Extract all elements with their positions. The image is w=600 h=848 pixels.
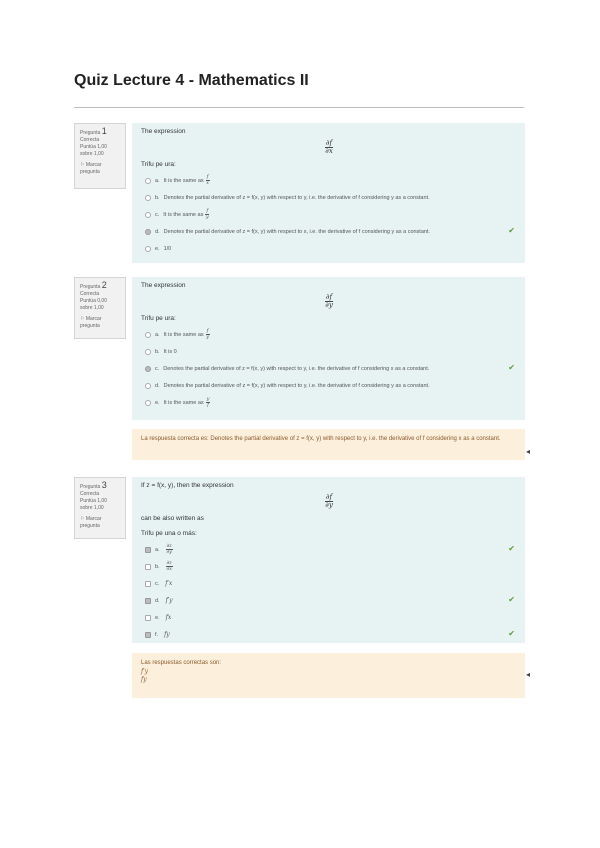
radio-button[interactable] (145, 349, 151, 355)
answer-option-e[interactable]: e. It is the same as $\frac{y}{f}$ (141, 394, 517, 411)
radio-button[interactable] (145, 400, 151, 406)
question-formula: $\frac{\partial f}{\partial y}$ (325, 493, 333, 509)
answer-option-a[interactable]: a. It is the same as $\frac{f}{y}$ (141, 326, 517, 343)
feedback-answer-list (141, 668, 517, 684)
correct-check-icon: ✔ (508, 363, 515, 372)
question-state: Correcta (80, 137, 100, 143)
question-formula: $\frac{\partial f}{\partial y}$ (325, 293, 333, 309)
answer-option-d[interactable]: d. f′y ✔ (141, 592, 517, 609)
question-state: Correcta (80, 291, 100, 297)
flag-question-link[interactable]: ⚐ Marcar pregunta (80, 162, 102, 175)
checkbox[interactable] (145, 615, 151, 621)
flag-icon: ⚐ (80, 162, 85, 168)
flag-question-link[interactable]: ⚐ Marcar pregunta (80, 516, 102, 529)
radio-button[interactable] (145, 195, 151, 201)
flag-icon: ⚐ (80, 516, 85, 522)
radio-button[interactable] (145, 178, 151, 184)
question-subtext: can be also written as (141, 515, 204, 522)
question-content-2 (132, 277, 525, 420)
question-info-1 (74, 123, 126, 189)
feedback-text: Las respuestas correctas son: (141, 660, 222, 666)
question-info-3 (74, 477, 126, 539)
answer-option-b[interactable]: b. It is 0 (141, 343, 517, 360)
radio-button[interactable] (145, 246, 151, 252)
question-formula: $\frac{\partial f}{\partial x}$ (325, 139, 333, 155)
answer-prompt: Trifu pe ura: (141, 161, 176, 168)
radio-button-selected[interactable] (145, 229, 151, 235)
question-mark: Puntúa 1,00 sobre 1,00 (80, 498, 107, 511)
feedback-box-3 (132, 653, 525, 698)
answer-option-d[interactable]: d. Denotes the partial derivative of z = f(x, y) with respect to y, i.e. the derivative of f considering y as a constant. (141, 377, 517, 394)
correct-check-icon: ✔ (508, 226, 515, 235)
correct-check-icon: ✔ (508, 629, 515, 638)
answer-option-e[interactable]: e. fx (141, 609, 517, 626)
answer-option-f[interactable]: f. fy ✔ (141, 626, 517, 643)
answer-option-c[interactable]: c. It is the same as $\frac{f}{y}$ (141, 206, 517, 223)
answer-prompt: Trifu pe una o más: (141, 530, 197, 537)
question-number: Pregunta 2 (80, 280, 107, 290)
checkbox-checked[interactable] (145, 547, 151, 553)
side-arrow-icon[interactable]: ◂ (526, 447, 531, 456)
question-content-3 (132, 477, 525, 643)
radio-button[interactable] (145, 383, 151, 389)
answer-prompt: Trifu pe ura: (141, 315, 176, 322)
question-text: The expression (141, 282, 186, 289)
answer-option-b[interactable]: b. $\frac{\partial z}{\partial x}$ (141, 558, 517, 575)
answer-option-c[interactable]: c. f′x (141, 575, 517, 592)
feedback-answer: fy (141, 676, 147, 683)
page-title: Quiz Lecture 4 - Mathematics II (74, 72, 309, 89)
question-number: Pregunta 3 (80, 480, 107, 490)
question-text: If z = f(x, y), then the expression (141, 482, 234, 489)
flag-question-link[interactable]: ⚐ Marcar pregunta (80, 316, 102, 329)
answer-option-a[interactable]: a. It is the same as $\frac{f}{x}$ (141, 172, 517, 189)
side-arrow-icon[interactable]: ◂ (526, 670, 531, 679)
answer-option-a[interactable]: a. $\frac{\partial z}{\partial y}$ ✔ (141, 541, 517, 558)
checkbox-checked[interactable] (145, 632, 151, 638)
checkbox[interactable] (145, 581, 151, 587)
checkbox[interactable] (145, 564, 151, 570)
question-state: Correcta (80, 491, 100, 497)
question-text: The expression (141, 128, 186, 135)
question-info-2 (74, 277, 126, 339)
checkbox-checked[interactable] (145, 598, 151, 604)
radio-button[interactable] (145, 332, 151, 338)
radio-button[interactable] (145, 212, 151, 218)
title-divider (74, 107, 524, 108)
correct-check-icon: ✔ (508, 544, 515, 553)
feedback-box-2 (132, 429, 525, 460)
radio-button-selected[interactable] (145, 366, 151, 372)
question-mark: Puntúa 1,00 sobre 1,00 (80, 144, 107, 157)
question-content-1 (132, 123, 525, 263)
question-number: Pregunta 1 (80, 126, 107, 136)
feedback-text: La respuesta correcta es: Denotes the partial derivative of z = f(x, y) with respect to y, i.e. the derivative of f considering x as a constant. (141, 436, 501, 442)
flag-icon: ⚐ (80, 316, 85, 322)
answer-option-b[interactable]: b. Denotes the partial derivative of z = f(x, y) with respect to y, i.e. the derivative of f considering y as a constant. (141, 189, 517, 206)
answer-option-d[interactable]: d. Denotes the partial derivative of z = f(x, y) with respect to x, i.e. the derivative of f considering y as a constant. ✔ (141, 223, 517, 240)
feedback-answer: f′y (141, 668, 148, 675)
question-mark: Puntúa 0,00 sobre 1,00 (80, 298, 107, 311)
answer-option-e[interactable]: e. 1/0 (141, 240, 517, 257)
answer-option-c[interactable]: c. Denotes the partial derivative of z = f(x, y) with respect to y, i.e. the derivative of f considering x as a constant. ✔ (141, 360, 517, 377)
correct-check-icon: ✔ (508, 595, 515, 604)
